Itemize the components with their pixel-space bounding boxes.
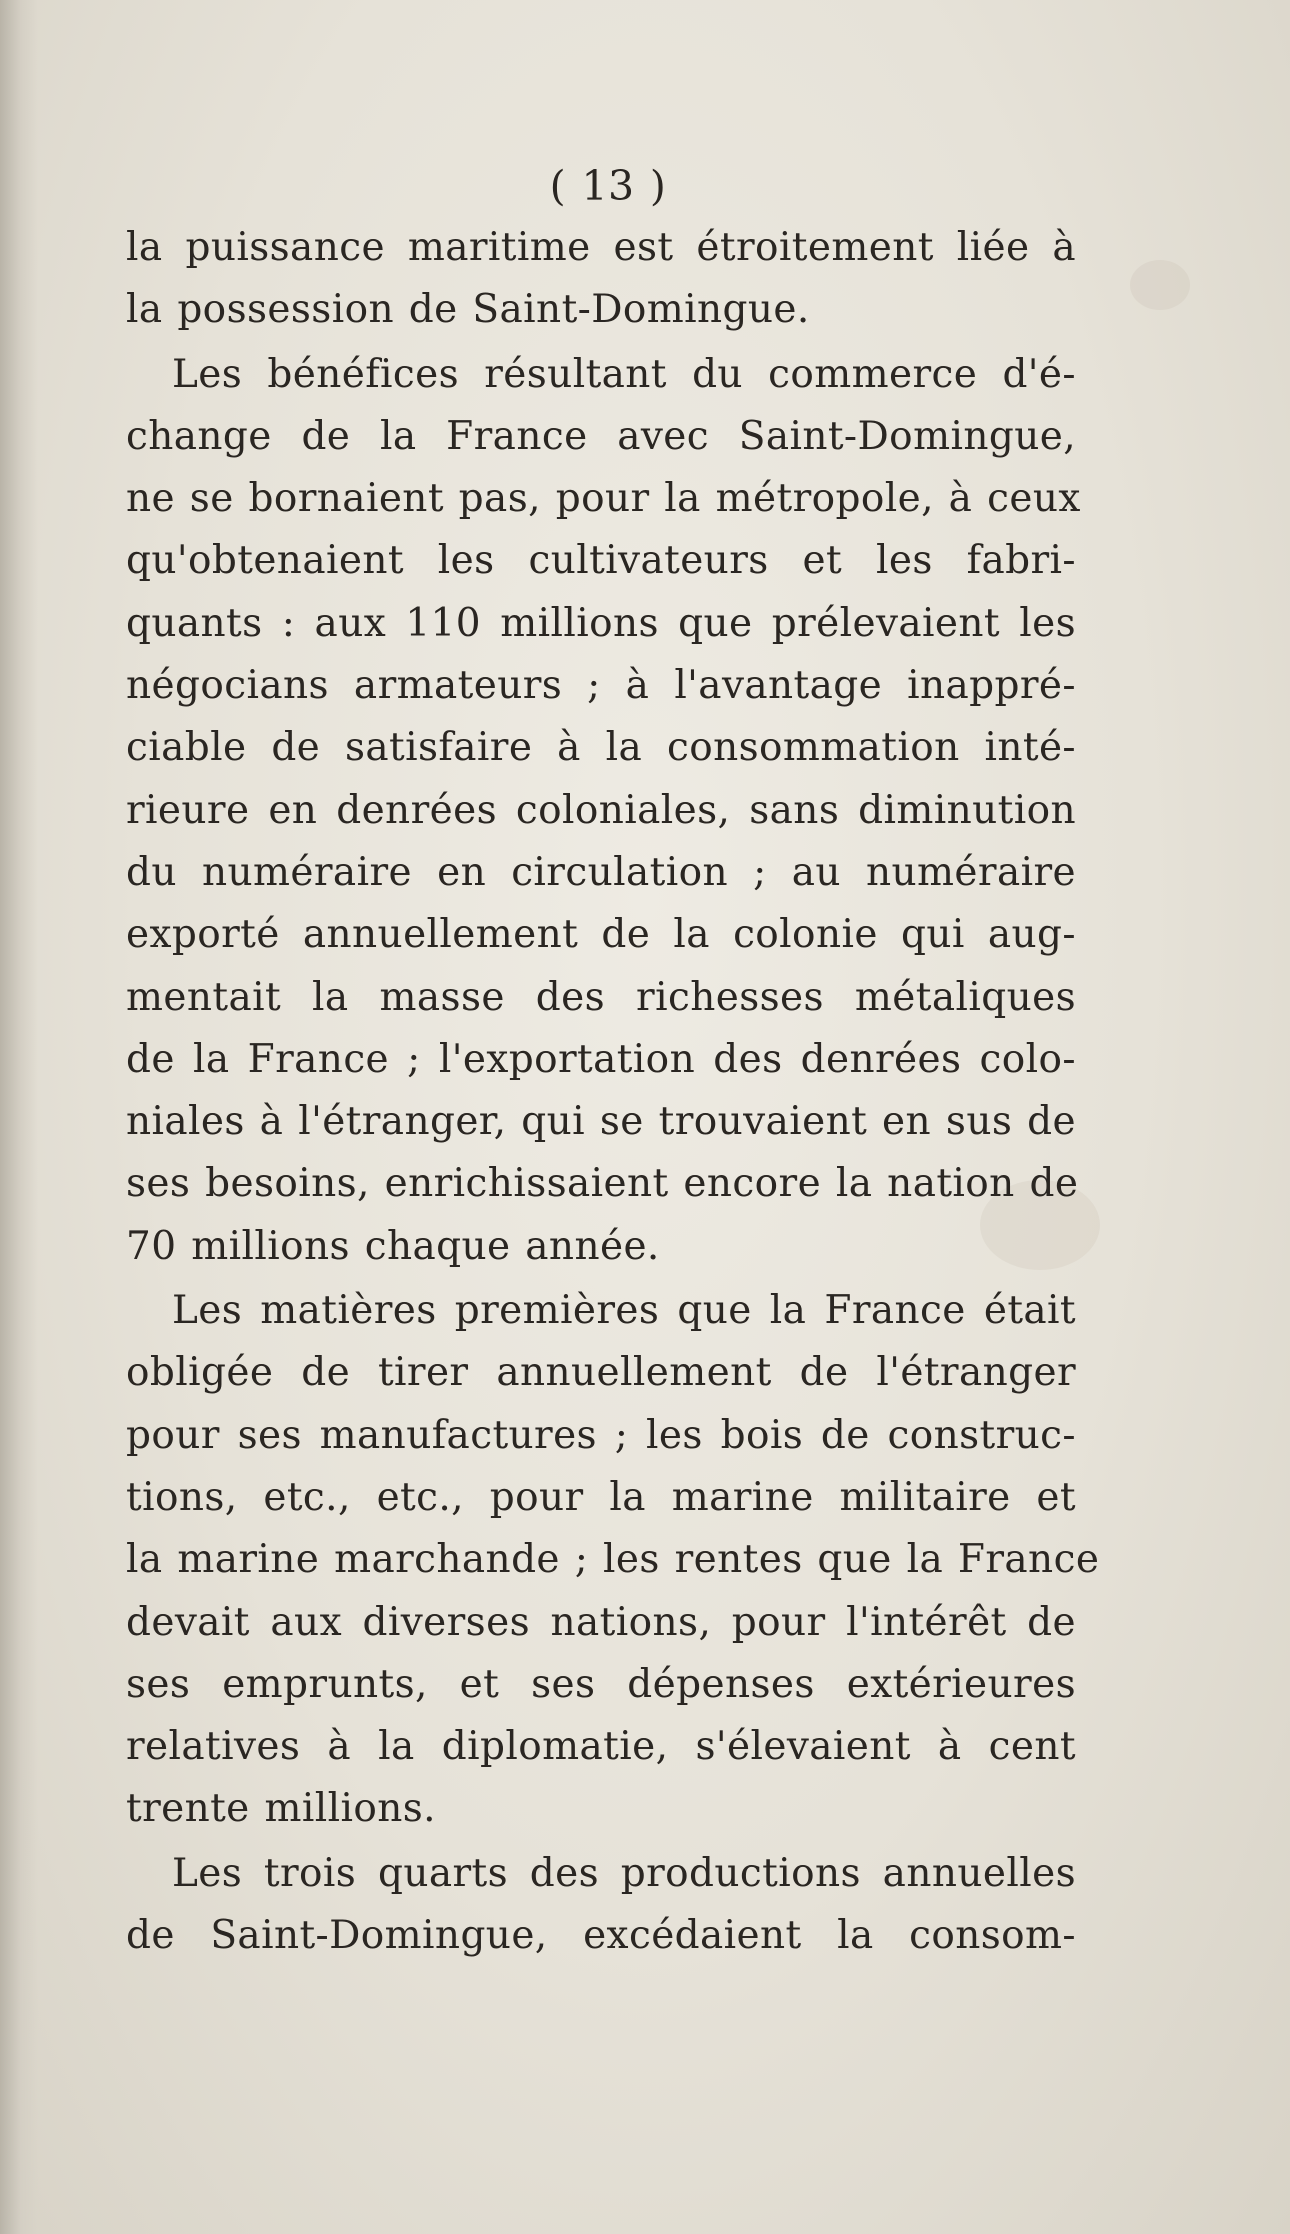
text-line: pour ses manufactures ; les bois de construc- <box>126 1412 1076 1458</box>
text-line: négocians armateurs ; à l'avantage inappré- <box>126 663 1076 709</box>
text-line: 70 millions chaque année. <box>126 1223 660 1269</box>
text-line: change de la France avec Saint-Domingue, <box>126 413 1076 459</box>
text-line: la possession de Saint-Domingue. <box>126 287 810 333</box>
text-line: ses besoins, enrichissaient encore la nation de <box>126 1161 1079 1207</box>
text-line: rieure en denrées coloniales, sans diminution <box>126 787 1076 833</box>
page-text <box>126 155 1100 1969</box>
text-line: Les trois quarts des productions annuelles <box>172 1850 1076 1896</box>
text-line: mentait la masse des richesses métaliques <box>126 974 1076 1020</box>
page-number: ( 13 ) <box>549 162 667 210</box>
text-line: ciable de satisfaire à la consommation inté- <box>126 725 1076 771</box>
text-line: du numéraire en circulation ; au numéraire <box>126 849 1076 895</box>
text-line: ne se bornaient pas, pour la métropole, à ceux <box>126 476 1081 522</box>
text-line: la marine marchande ; les rentes que la France <box>126 1537 1100 1583</box>
text-line: devait aux diverses nations, pour l'intérêt de <box>126 1599 1076 1645</box>
text-line: niales à l'étranger, qui se trouvaient en sus de <box>126 1099 1076 1145</box>
text-line: Les bénéfices résultant du commerce d'é- <box>172 351 1076 397</box>
text-line: relatives à la diplomatie, s'élevaient à cent <box>126 1724 1076 1770</box>
paragraph-1 <box>126 217 1076 342</box>
text-line: exporté annuellement de la colonie qui aug- <box>126 912 1076 958</box>
text-line: Les matières premières que la France était <box>172 1288 1076 1334</box>
paper-stain <box>1130 260 1190 310</box>
text-line: de Saint-Domingue, excédaient la consom- <box>126 1913 1076 1959</box>
paragraph-3 <box>126 1280 1100 1841</box>
text-line: qu'obtenaient les cultivateurs et les fabri- <box>126 538 1076 584</box>
text-line: ses emprunts, et ses dépenses extérieures <box>126 1661 1076 1707</box>
text-line: la puissance maritime est étroitement liée à <box>126 225 1076 270</box>
text-line: tions, etc., etc., pour la marine militaire et <box>126 1474 1076 1520</box>
paragraph-2 <box>126 344 1081 1278</box>
binding-gutter-shadow <box>0 0 38 2234</box>
paragraph-4 <box>126 1843 1076 1968</box>
text-line: trente millions. <box>126 1786 436 1832</box>
text-line: obligée de tirer annuellement de l'étranger <box>126 1350 1076 1396</box>
text-line: de la France ; l'exportation des denrées colo- <box>126 1036 1076 1082</box>
text-line: quants : aux 110 millions que prélevaient les <box>126 600 1076 646</box>
